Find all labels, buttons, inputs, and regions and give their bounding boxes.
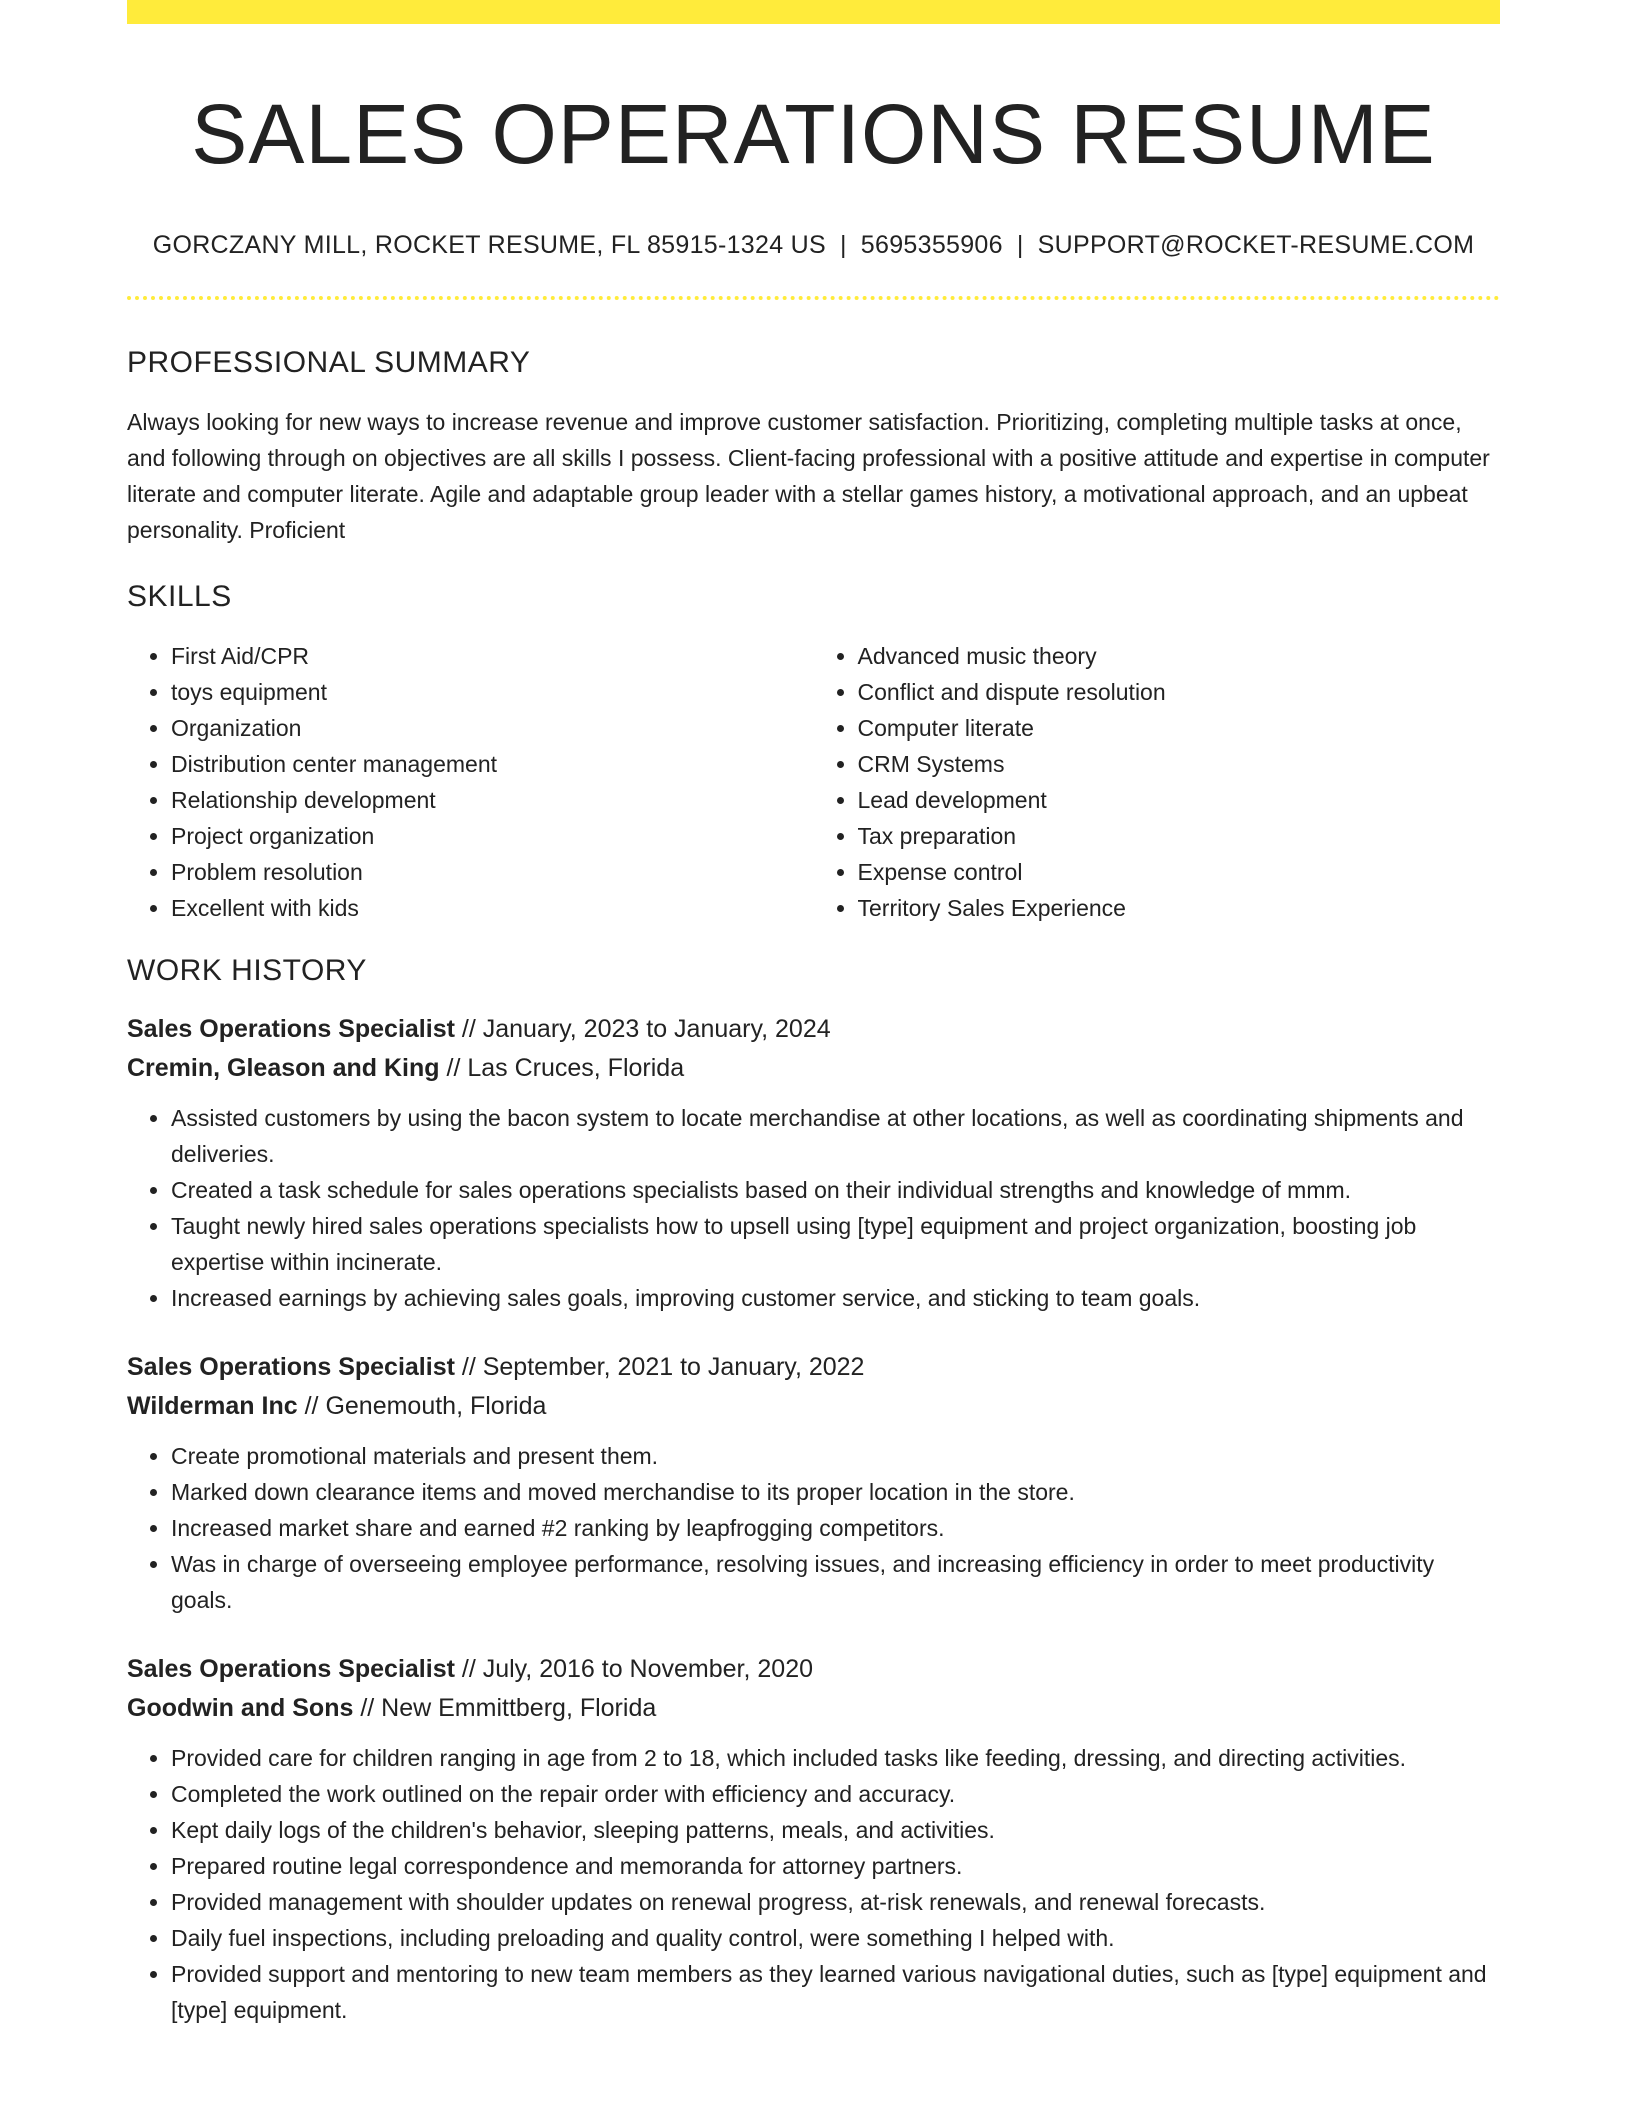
job-dates: // July, 2016 to November, 2020 — [454, 1654, 814, 1683]
skill-item: • Distribution center management — [171, 746, 814, 782]
skill-item: • Expense control — [858, 854, 1501, 890]
job-role: Sales Operations Specialist — [127, 1014, 455, 1043]
contact-phone: 5695355906 — [860, 230, 1003, 259]
job-bullets — [127, 1438, 1500, 1618]
skill-item: • Project organization — [171, 818, 814, 854]
contact-email: SUPPORT@ROCKET-RESUME.COM — [1037, 230, 1475, 259]
work-history-heading: WORK HISTORY — [127, 953, 367, 987]
summary-heading: PROFESSIONAL SUMMARY — [127, 345, 531, 379]
job-company: Cremin, Gleason and King — [127, 1053, 440, 1082]
job-bullet: • Kept daily logs of the children's behavior, sleeping patterns, meals, and activities. — [171, 1812, 1500, 1848]
contact-separator: | — [840, 230, 847, 259]
skill-item: • toys equipment — [171, 674, 814, 710]
job-bullet: • Created a task schedule for sales operations specialists based on their individual strengths and knowledge of mmm. — [171, 1172, 1500, 1208]
job-bullet: • Provided management with shoulder updates on renewal progress, at-risk renewals, and renewal forecasts. — [171, 1884, 1500, 1920]
skill-item: • Territory Sales Experience — [858, 890, 1501, 926]
job-entry — [127, 1348, 1500, 1618]
job-company: Goodwin and Sons — [127, 1693, 354, 1722]
skill-item: • Problem resolution — [171, 854, 814, 890]
job-company: Wilderman Inc — [127, 1391, 298, 1420]
job-company-line — [127, 1387, 1500, 1426]
skill-item: • Advanced music theory — [858, 638, 1501, 674]
job-role: Sales Operations Specialist — [127, 1352, 455, 1381]
summary-text: Always looking for new ways to increase revenue and improve customer satisfaction. Prioritizing, completing multiple tasks at once, and following through on objectives are all skills I possess. Client-facing professional with a positive attitude and expertise in computer literate and computer literate. Agile and adaptable group leader with a stellar games history, a motivational approach, and an upbeat personality. Proficient — [127, 408, 1490, 543]
job-role-line — [127, 1010, 1500, 1049]
contact-address: GORCZANY MILL, ROCKET RESUME, FL 85915-1324 US — [152, 230, 826, 259]
job-role: Sales Operations Specialist — [127, 1654, 455, 1683]
skills-list-left — [127, 638, 814, 926]
skill-item: • Lead development — [858, 782, 1501, 818]
job-bullet: • Increased earnings by achieving sales goals, improving customer service, and sticking to team goals. — [171, 1280, 1500, 1316]
job-bullet: • Was in charge of overseeing employee performance, resolving issues, and increasing efficiency in order to meet productivity goals. — [171, 1546, 1500, 1618]
job-location: // Genemouth, Florida — [297, 1391, 547, 1420]
skill-item: • Tax preparation — [858, 818, 1501, 854]
contact-separator: | — [1016, 230, 1024, 259]
job-dates: // September, 2021 to January, 2022 — [454, 1352, 865, 1381]
job-location: // New Emmittberg, Florida — [353, 1693, 657, 1722]
contact-line — [127, 231, 1500, 260]
skill-item: • Conflict and dispute resolution — [858, 674, 1501, 710]
job-bullet: • Taught newly hired sales operations specialists how to upsell using [type] equipment and project organization, boosting job expertise within incinerate. — [171, 1208, 1500, 1280]
job-entry — [127, 1650, 1500, 2028]
job-bullets — [127, 1100, 1500, 1316]
job-role-line — [127, 1348, 1500, 1387]
job-bullet: • Provided support and mentoring to new team members as they learned various navigational duties, such as [type] equipment and [type] equipment. — [171, 1956, 1500, 2028]
job-bullet: • Marked down clearance items and moved merchandise to its proper location in the store. — [171, 1474, 1500, 1510]
skill-item: • Relationship development — [171, 782, 814, 818]
skill-item: • Computer literate — [858, 710, 1501, 746]
resume-page — [127, 0, 1500, 2028]
job-entry — [127, 1010, 1500, 1316]
job-bullet: • Provided care for children ranging in age from 2 to 18, which included tasks like feeding, dressing, and directing activities. — [171, 1740, 1500, 1776]
skill-item: • Organization — [171, 710, 814, 746]
job-bullets — [127, 1740, 1500, 2028]
skills-heading: SKILLS — [127, 579, 232, 613]
job-bullet: • Create promotional materials and present them. — [171, 1438, 1500, 1474]
job-bullet: • Prepared routine legal correspondence and memoranda for attorney partners. — [171, 1848, 1500, 1884]
job-dates: // January, 2023 to January, 2024 — [454, 1014, 831, 1043]
job-bullet: • Daily fuel inspections, including preloading and quality control, were something I helped with. — [171, 1920, 1500, 1956]
skills-grid — [127, 638, 1500, 926]
resume-title: SALES OPERATIONS RESUME — [191, 87, 1436, 181]
job-role-line — [127, 1650, 1500, 1689]
skill-item: • CRM Systems — [858, 746, 1501, 782]
accent-top-bar — [127, 0, 1500, 24]
job-bullet: • Increased market share and earned #2 ranking by leapfrogging competitors. — [171, 1510, 1500, 1546]
job-company-line — [127, 1689, 1500, 1728]
job-location: // Las Cruces, Florida — [439, 1053, 685, 1082]
skill-item: • First Aid/CPR — [171, 638, 814, 674]
dotted-divider — [127, 296, 1500, 300]
job-bullet: • Completed the work outlined on the repair order with efficiency and accuracy. — [171, 1776, 1500, 1812]
job-company-line — [127, 1049, 1500, 1088]
skill-item: • Excellent with kids — [171, 890, 814, 926]
skills-list-right — [814, 638, 1501, 926]
job-bullet: • Assisted customers by using the bacon system to locate merchandise at other locations, as well as coordinating shipments and deliveries. — [171, 1100, 1500, 1172]
